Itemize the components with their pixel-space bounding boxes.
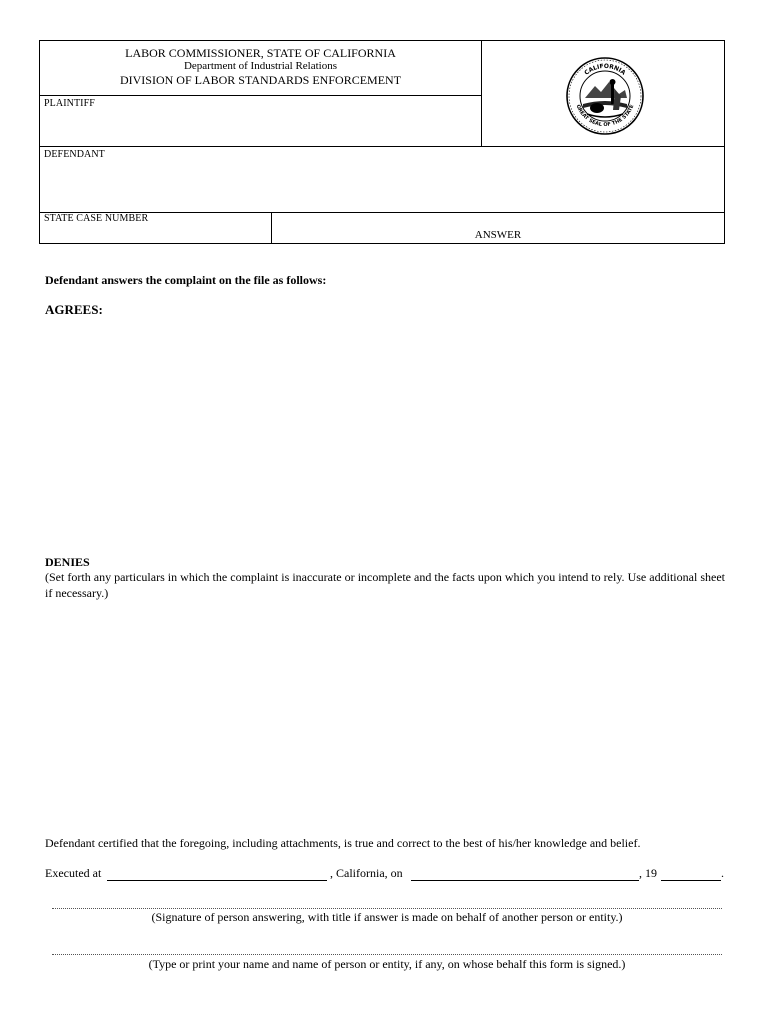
form-title: ANSWER [474,229,522,241]
certification-text: Defendant certified that the foregoing, including attachments, is true and correct to the best of his/her knowledge and belief. [45,836,641,850]
executed-location-field[interactable] [107,865,327,881]
case-number-label: STATE CASE NUMBER [44,213,149,224]
defendant-field[interactable] [42,162,722,210]
intro-text: Defendant answers the complaint on the file as follows: [45,273,327,287]
signature-field[interactable] [52,893,722,909]
executed-year-field[interactable] [661,865,721,881]
seal-divider [481,40,482,147]
agency-line-1: LABOR COMMISSIONER, STATE OF CALIFORNIA [125,46,396,60]
defendant-label: DEFENDANT [44,149,105,160]
agency-line-3: DIVISION OF LABOR STANDARDS ENFORCEMENT [119,73,402,87]
plaintiff-label: PLAINTIFF [44,98,95,109]
executed-date-field[interactable] [411,865,639,881]
denies-field[interactable] [45,606,725,831]
denies-instructions: (Set forth any particulars in which the complaint is inaccurate or incomplete and the facts upon which you intend to rely. Use additional sheet if necessary.) [45,570,725,600]
svg-text:CALIFORNIA [583,63,627,77]
executed-at-label: Executed at [45,866,102,880]
state-seal-icon [563,56,647,136]
agency-line-2: Department of Industrial Relations [183,60,338,72]
printed-name-caption: (Type or print your name and name of person or entity, if any, on whose behalf this form is signed.) [148,957,626,971]
agrees-heading: AGREES: [45,302,103,317]
seal-text-bottom: GREAT SEAL OF THE STATE [574,103,636,129]
agrees-field[interactable] [45,322,725,550]
plaintiff-field[interactable] [42,110,478,144]
printed-name-field[interactable] [52,939,722,955]
seal-text-top: CALIFORNIA [583,62,627,77]
denies-heading: DENIES [45,555,90,569]
signature-caption: (Signature of person answering, with title if answer is made on behalf of another person or entity.) [151,910,623,924]
agency-divider [39,95,482,96]
agency-heading [40,47,481,87]
case-number-field[interactable] [42,225,268,241]
california-on-label: , California, on [330,866,403,880]
year-prefix-label: , 19 [639,866,657,880]
period-label: . [721,866,724,880]
